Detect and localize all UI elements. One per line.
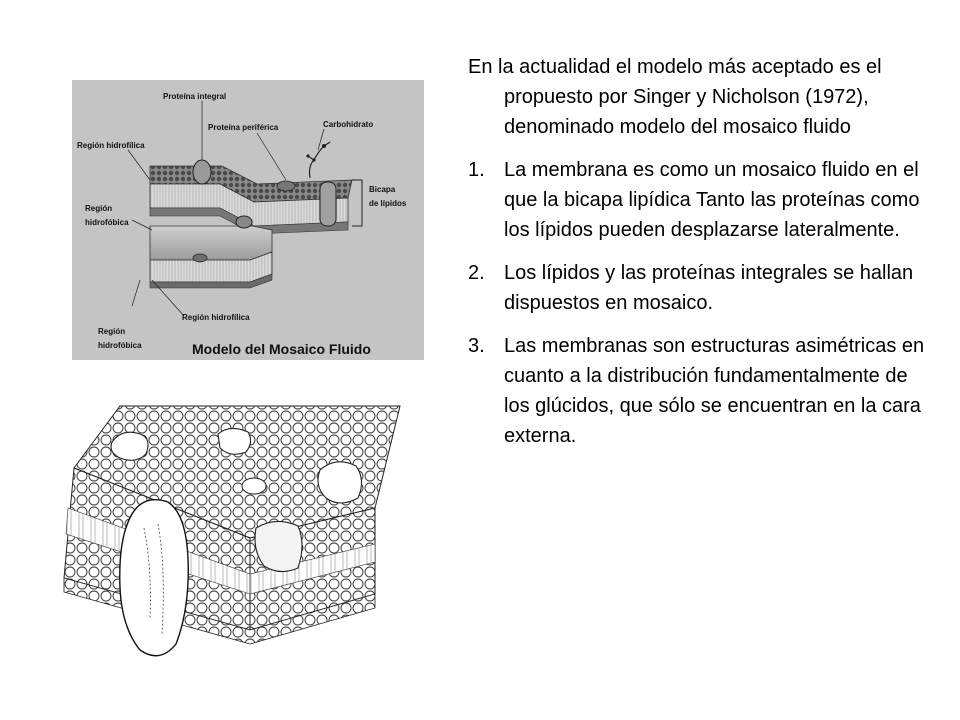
label-hidrofobica-mid: hidrofóbica (85, 218, 129, 227)
integral-protein-right (320, 182, 336, 226)
intro-paragraph: En la actualidad el modelo más aceptado es el propuesto por Singer y Nicholson (1972), denominado modelo del mosaico fluido (468, 56, 882, 138)
list-number: 3. (468, 335, 485, 357)
fluid-mosaic-diagram (72, 80, 424, 360)
label-proteina-integral: Proteína integral (163, 92, 227, 101)
label-bicapa: Bicapa (369, 185, 396, 194)
label-region-hidrofilica-bottom: Región hidrofílica (182, 313, 250, 322)
figure-caption: Modelo del Mosaico Fluido (192, 341, 371, 357)
list-item (468, 331, 938, 451)
surface-protein (277, 181, 295, 191)
list-item (468, 258, 938, 318)
integral-protein-left (193, 160, 211, 184)
protein-blob-3 (318, 462, 362, 503)
transmembrane-protein (120, 500, 189, 656)
embedded-protein (193, 254, 207, 262)
label-de-lipidos: de lípidos (369, 199, 407, 208)
list-item (468, 155, 938, 245)
lipid-bilayer-sketch (40, 398, 412, 680)
list-number: 1. (468, 159, 485, 181)
label-hidrofobica-bottom: hidrofóbica (98, 341, 142, 350)
list-text: La membrana es como un mosaico fluido en el que la bicapa lipídica Tanto las proteínas como los lípidos pueden desplazarse lateralmente. (504, 159, 920, 241)
protein-blob-5 (242, 478, 266, 494)
protein-blob-4 (255, 521, 302, 571)
label-carbohidrato: Carbohidrato (323, 120, 374, 129)
label-region-hidrofobica-bottom: Región (98, 327, 126, 336)
label-region-hidrofobica-mid: Región (85, 204, 113, 213)
list-text: Las membranas son estructuras asimétricas en cuanto a la distribución fundamentalmente de los glúcidos, que sólo se encuentran en la cara externa. (504, 335, 925, 447)
text-column (468, 52, 938, 464)
protein-blob-2 (218, 428, 251, 454)
label-region-hidrofilica-top: Región hidrofílica (77, 141, 145, 150)
list-number: 2. (468, 262, 485, 284)
peripheral-protein (236, 216, 252, 228)
membrane-lower-surface (150, 226, 272, 260)
protein-blob-1 (111, 432, 148, 460)
list-text: Los lípidos y las proteínas integrales se hallan dispuestos en mosaico. (504, 262, 914, 314)
label-proteina-periferica: Proteína periférica (208, 123, 279, 132)
